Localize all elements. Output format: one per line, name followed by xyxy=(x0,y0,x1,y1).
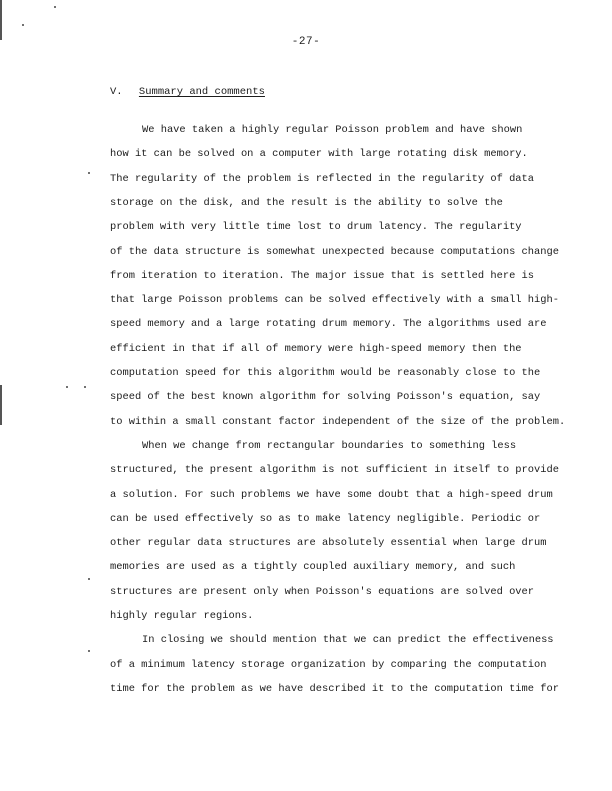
scan-speck xyxy=(54,6,56,8)
section-heading xyxy=(110,86,265,98)
text-line: speed memory and a large rotating drum memory. The algorithms used are xyxy=(110,318,547,331)
scan-speck xyxy=(88,172,90,174)
text-line: problem with very little time lost to drum latency. The regularity xyxy=(110,221,522,234)
scan-speck xyxy=(66,386,68,388)
text-line: that large Poisson problems can be solved effectively with a small high- xyxy=(110,294,559,307)
text-line: speed of the best known algorithm for solving Poisson's equation, say xyxy=(110,391,541,404)
text-line: computation speed for this algorithm would be reasonably close to the xyxy=(110,367,541,379)
text-line: other regular data structures are absolutely essential when large drum xyxy=(110,537,547,550)
section-title: Summary and comments xyxy=(138,86,265,98)
text-line: When we change from rectangular boundaries to something less xyxy=(142,439,517,452)
text-line: efficient in that if all of memory were high-speed memory then the xyxy=(110,342,522,355)
scan-edge-mark-middle xyxy=(0,385,2,425)
text-line: a solution. For such problems we have some doubt that a high-speed drum xyxy=(110,488,553,501)
text-line: of the data structure is somewhat unexpected because computations change xyxy=(110,245,559,258)
text-line: storage on the disk, and the result is the ability to solve the xyxy=(110,196,503,209)
text-line: from iteration to iteration. The major issue that is settled here is xyxy=(110,269,535,282)
scan-speck xyxy=(84,386,86,388)
page-number: -27- xyxy=(291,36,321,48)
text-line: structured, the present algorithm is not sufficient in itself to provide xyxy=(110,464,559,477)
scan-speck xyxy=(88,650,90,652)
text-line: of a minimum latency storage organization by comparing the computation xyxy=(110,658,547,671)
text-line: how it can be solved on a computer with large rotating disk memory. xyxy=(110,148,528,161)
text-line: We have taken a highly regular Poisson problem and have shown xyxy=(142,124,523,136)
text-line: The regularity of the problem is reflected in the regularity of data xyxy=(110,172,535,185)
text-line: highly regular regions. xyxy=(110,610,254,622)
text-line: memories are used as a tightly coupled auxiliary memory, and such xyxy=(110,561,516,574)
scan-speck xyxy=(22,24,24,26)
text-line: structures are present only when Poisson's equations are solved over xyxy=(110,585,535,598)
scan-speck xyxy=(88,578,90,580)
scan-edge-mark-top xyxy=(0,0,2,40)
section-number: V. xyxy=(110,86,123,98)
text-line: to within a small constant factor independent of the size of the problem. xyxy=(110,415,566,428)
text-line: In closing we should mention that we can predict the effectiveness xyxy=(142,634,554,647)
text-line: can be used effectively so as to make latency negligible. Periodic or xyxy=(110,512,541,525)
text-line: time for the problem as we have described it to the computation time for xyxy=(110,682,559,695)
